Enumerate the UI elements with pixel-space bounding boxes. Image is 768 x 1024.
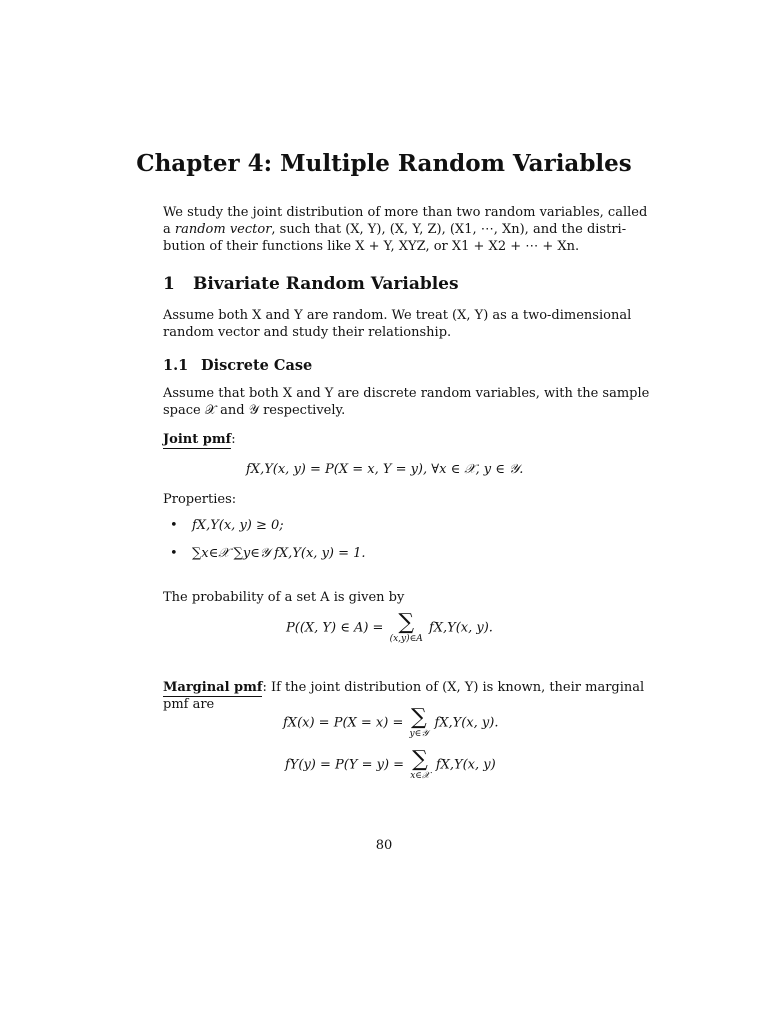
- marginal-text-1: : If the joint distribution of (X, Y) is known, their marginal: [262, 680, 645, 695]
- prob-set-text: The probability of a set A is given by: [163, 590, 405, 605]
- marginal-equation-x: [283, 707, 498, 739]
- joint-pmf-equation: fX,Y(x, y) = P(X = x, Y = y), ∀x ∈ 𝒳, y ∈ 𝒴.: [246, 462, 524, 477]
- page-number: 80: [375, 838, 393, 853]
- marginal-equation-y: [285, 749, 496, 781]
- bullet-2: •: [170, 546, 178, 561]
- properties-heading: Properties:: [163, 492, 237, 507]
- prob-set-equation: [286, 612, 493, 644]
- marginal-line-1: [163, 679, 644, 696]
- joint-pmf-colon: :: [231, 432, 236, 447]
- marginal-x-rhs: fX,Y(x, y).: [434, 715, 499, 731]
- subsection-1-1-title: Discrete Case: [201, 357, 313, 374]
- intro-line-2: [163, 221, 626, 238]
- section-1-heading: [163, 274, 459, 294]
- subsection-1-1-heading: [163, 357, 312, 374]
- prob-set-sum: [390, 612, 423, 644]
- marginal-y-lhs: fY(y) = P(Y = y) =: [285, 757, 405, 773]
- marginal-pmf-label: Marginal pmf: [163, 680, 263, 695]
- joint-pmf-label: Joint pmf: [163, 432, 232, 447]
- chapter-title: Chapter 4: Multiple Random Variables: [136, 150, 632, 177]
- marginal-y-sum-sub: x∈𝒳: [410, 771, 430, 781]
- marginal-y-sum: [410, 749, 429, 781]
- sum-sign: ∑: [412, 747, 428, 772]
- property-1-text: fX,Y(x, y) ≥ 0;: [192, 518, 284, 533]
- intro-line-3: bution of their functions like X + Y, XYZ, or X1 + X2 + ⋯ + Xn.: [163, 239, 580, 254]
- prob-set-lhs: P((X, Y) ∈ A) =: [286, 620, 384, 636]
- sum-sign: ∑: [398, 610, 415, 635]
- subsection-1-1-number: 1.1: [163, 357, 189, 374]
- property-item-2: [170, 546, 366, 561]
- intro-line-2-b: , such that (X, Y), (X, Y, Z), (X1, ⋯, Xn), and the distri-: [271, 222, 627, 237]
- intro-emphasis: random vector: [174, 222, 272, 237]
- property-item-1: [170, 518, 284, 533]
- prob-set-sum-sub: (x,y)∈A: [389, 634, 423, 644]
- marginal-x-sum-sub: y∈𝒴: [409, 729, 429, 739]
- joint-pmf-paragraph: [163, 431, 236, 448]
- marginal-x-lhs: fX(x) = P(X = x) =: [283, 715, 404, 731]
- bullet-1: •: [170, 518, 178, 533]
- subsection-1-1-line-1: Assume that both X and Y are discrete random variables, with the sample: [163, 386, 650, 401]
- section-1-number: 1: [163, 274, 175, 294]
- subsection-1-1-line-2: space 𝒳 and 𝒴 respectively.: [163, 403, 346, 418]
- intro-line-1: We study the joint distribution of more than two random variables, called: [163, 205, 648, 220]
- sum-sign: ∑: [411, 705, 427, 730]
- marginal-x-sum: [410, 707, 429, 739]
- prob-set-rhs: fX,Y(x, y).: [428, 620, 493, 636]
- marginal-y-rhs: fX,Y(x, y): [435, 757, 496, 773]
- property-2-text: ∑x∈𝒳 ∑y∈𝒴 fX,Y(x, y) = 1.: [192, 546, 366, 561]
- section-1-line-2: random vector and study their relationship.: [163, 325, 452, 340]
- section-1-title: Bivariate Random Variables: [193, 274, 459, 294]
- marginal-line-2: pmf are: [163, 697, 215, 712]
- section-1-line-1: Assume both X and Y are random. We treat (X, Y) as a two-dimensional: [163, 308, 632, 323]
- intro-line-2-a: a: [163, 222, 175, 237]
